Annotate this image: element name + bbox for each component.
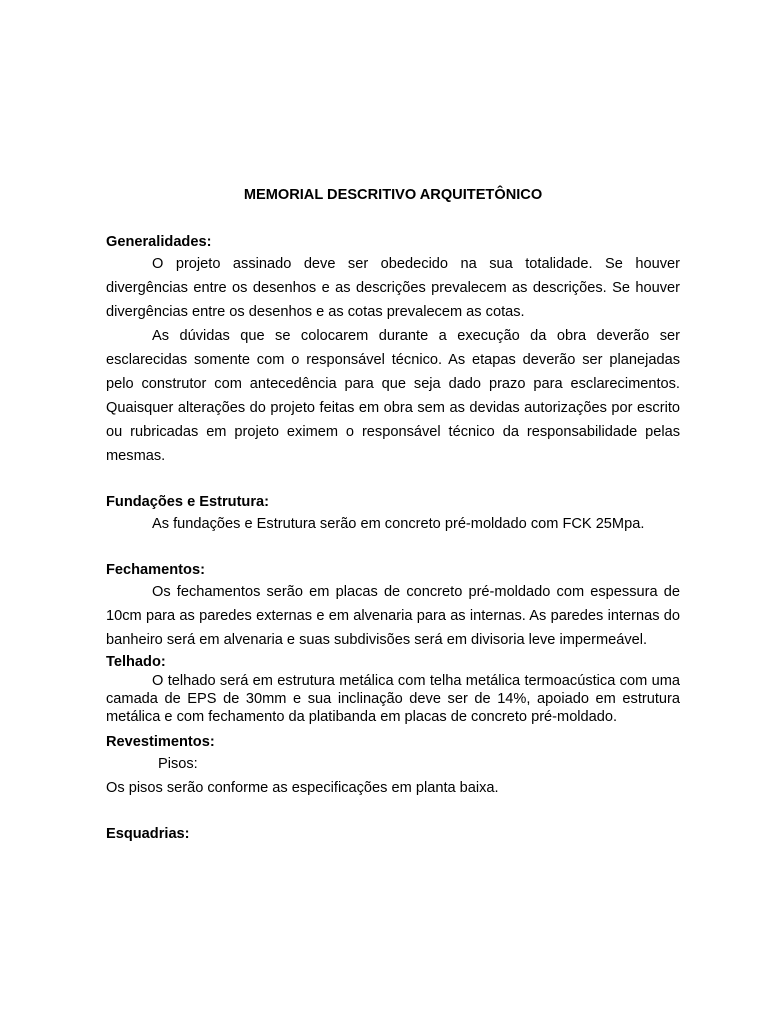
section-esquadrias	[106, 824, 680, 844]
paragraph-generalidades-1: O projeto assinado deve ser obedecido na sua totalidade. Se houver divergências entre os desenhos e as descrições prevalecem as descrições. Se houver divergências entre os desenhos e as cotas prevalecem as cotas.	[106, 256, 680, 320]
spacer	[106, 536, 680, 560]
paragraph-revestimentos-1: Os pisos serão conforme as especificações em planta baixa.	[106, 780, 499, 796]
subheading-pisos: Pisos:	[158, 756, 198, 772]
paragraph-fundacoes-1: As fundações e Estrutura serão em concreto pré-moldado com FCK 25Mpa.	[152, 516, 645, 532]
section-revestimentos	[106, 732, 680, 800]
section-fechamentos	[106, 560, 680, 652]
spacer	[106, 468, 680, 492]
section-heading-esquadrias: Esquadrias:	[106, 826, 190, 842]
section-heading-telhado: Telhado:	[106, 654, 166, 670]
paragraph-generalidades-2: As dúvidas que se colocarem durante a execução da obra deverão ser esclarecidas somente com o responsável técnico. As etapas deverão ser planejadas pelo construtor com antecedência para que seja dado prazo para esclarecimentos. Quaisquer alterações do projeto feitas em obra sem as devidas autorizações por escrito ou rubricadas em projeto eximem o responsável técnico da responsabilidade pelas mesmas.	[106, 328, 680, 464]
document-page	[106, 186, 680, 844]
section-heading-generalidades: Generalidades:	[106, 234, 212, 250]
section-telhado	[106, 652, 680, 726]
section-heading-fundacoes: Fundações e Estrutura:	[106, 494, 269, 510]
spacer	[106, 800, 680, 824]
document-title: MEMORIAL DESCRITIVO ARQUITETÔNICO	[243, 187, 543, 203]
section-generalidades	[106, 232, 680, 468]
paragraph-telhado-1: O telhado será em estrutura metálica com telha metálica termoacústica com uma camada de EPS de 30mm e sua inclinação deve ser de 14%, apoiado em estrutura metálica e com fechamento da platibanda em placas de concreto pré-moldado.	[106, 673, 680, 725]
section-fundacoes	[106, 492, 680, 536]
section-heading-revestimentos: Revestimentos:	[106, 734, 215, 750]
section-heading-fechamentos: Fechamentos:	[106, 562, 205, 578]
paragraph-fechamentos-1: Os fechamentos serão em placas de concreto pré-moldado com espessura de 10cm para as paredes externas e em alvenaria para as internas. As paredes internas do banheiro será em alvenaria e suas subdivisões será em divisoria leve impermeável.	[106, 584, 680, 648]
